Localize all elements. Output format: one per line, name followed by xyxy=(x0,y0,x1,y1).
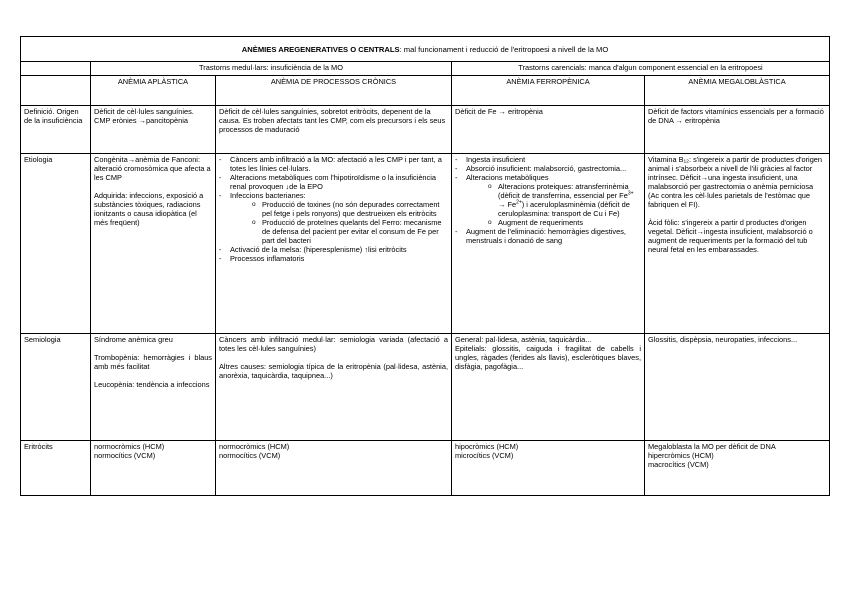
eritrocits-ferro-1: hipocròmics (HCM) xyxy=(455,442,519,451)
eritrocits-cronics-2: normocítics (VCM) xyxy=(219,451,281,460)
column-header-aplastica: ANÈMIA APLÀSTICA xyxy=(91,76,216,106)
list-item: - Processos inflamatoris xyxy=(219,254,448,263)
etiologia-aplastica-adquirida: Adquirida: infeccions, exposició a substàncies tòxiques, radiacions ionitzants o causa idiopàtica (el més freqüent) xyxy=(94,191,204,227)
semiologia-aplastica-1: Síndrome anèmica greu xyxy=(94,335,173,344)
eritrocits-aplastica-1: normocròmics (HCM) xyxy=(94,442,165,451)
etiologia-mega-folic: Àcid fòlic: s'ingereix a partir d productes d'origen vegetal. Dèficit→ingesta insuficient, malabsorció o augment de requeriments per la formació del tub neural fetal en les embarassades. xyxy=(648,218,813,254)
group-medullar: Trastorns medul·lars: insuficiència de la MO xyxy=(91,62,452,76)
eritrocits-mega-1: Megaloblasta la MO per dèficit de DNA xyxy=(648,442,776,451)
superscript: 3+ xyxy=(627,190,634,197)
group-empty-cell xyxy=(21,62,91,76)
row-label-eritrocits: Eritròcits xyxy=(21,441,91,496)
cell-eritrocits-ferropenica xyxy=(452,441,645,496)
cell-definicio-aplastica: Dèficit de cèl·lules sanguínies. CMP erònies →pancitopènia xyxy=(91,106,216,154)
list-item-label: Alteracions metabòliques xyxy=(466,173,549,182)
table-row-eritrocits xyxy=(21,441,830,496)
eritrocits-ferro-2: microcítics (VCM) xyxy=(455,451,514,460)
cell-semiologia-cronics xyxy=(216,334,452,441)
cell-eritrocits-megaloblastica xyxy=(645,441,830,496)
semiologia-cronics-2: Altres causes: semiologia típica de la eritropènia (pal·lidesa, astènia, anorèxia, taquicàrdia, taquipnea...) xyxy=(219,362,448,380)
cell-etiologia-megaloblastica xyxy=(645,154,830,334)
title-rest: : mal funcionament i reducció de l'eritropoesi a nivell de la MO xyxy=(399,44,609,54)
cell-semiologia-megaloblastica xyxy=(645,334,830,441)
list-item: - Augment de l'eliminació: hemorràgies digestives, menstruals i donació de sang xyxy=(455,227,641,245)
semiologia-aplastica-2: Trombopènia: hemorràgies i blaus amb més facilitat xyxy=(94,353,212,371)
eritrocits-mega-2: hipercròmics (HCM) xyxy=(648,451,714,460)
list-item xyxy=(219,191,448,245)
column-header-cronics: ANÈMIA DE PROCESSOS CRÒNICS xyxy=(216,76,452,106)
list-item: - Ingesta insuficient xyxy=(455,155,641,164)
column-header-megaloblastica: ANÈMIA MEGALOBLÀSTICA xyxy=(645,76,830,106)
cell-etiologia-ferropenica xyxy=(452,154,645,334)
eritrocits-mega-3: macrocítics (VCM) xyxy=(648,460,709,469)
list-item xyxy=(488,182,641,218)
etiologia-mega-b12: Vitamina B₁₂: s'ingereix a partir de productes d'origen animal i s'absorbeix a nivell de l'ili gràcies al factor intrínsec. Dèficit→una ingesta insuficient, una malabsorció per gastrectomia o anèmia perniciosa (Ac contra les cèl·lules parietals de l'estòmac que fabriquen el FI). xyxy=(648,155,823,209)
superscript: 2+ xyxy=(516,199,522,206)
list-item: - Alteracions metabòliques com l'hipotiroïdisme o la insuficiència renal provoquen ↓de la EPO xyxy=(219,173,448,191)
list-item xyxy=(455,173,641,227)
text-part: → Fe xyxy=(498,200,517,209)
cell-etiologia-cronics xyxy=(216,154,452,334)
title-bold: ANÈMIES AREGENERATIVES O CENTRALS xyxy=(241,44,400,54)
semiologia-aplastica-3: Leucopènia: tendència a infeccions xyxy=(94,380,210,389)
table-row-etiologia xyxy=(21,154,830,334)
cell-definicio-ferropenica: Dèficit de Fe → eritropènia xyxy=(452,106,645,154)
header-empty-cell xyxy=(21,76,91,106)
cell-semiologia-aplastica xyxy=(91,334,216,441)
list-item: - Càncers amb infiltració a la MO: afectació a les CMP i per tant, a totes les línies cel·lulars. xyxy=(219,155,448,173)
row-label-definicio: Definició. Origen de la insuficiència xyxy=(21,106,91,154)
list-item: - Absorció insuficient: malabsorció, gastrectomia... xyxy=(455,164,641,173)
cell-eritrocits-aplastica xyxy=(91,441,216,496)
cell-eritrocits-cronics xyxy=(216,441,452,496)
list-item: o Producció de proteïnes quelants del Ferro: mecanisme de defensa del pacient per evitar el consum de Fe per part del bacteri xyxy=(252,218,448,245)
semiologia-ferro-2: Epitelials: glossitis, caiguda i fragilitat de cabells i ungles, ràgades (ferides als llavis), escleròtiques blaves, disfàgia, pagofàgia... xyxy=(455,344,641,371)
group-carencial: Trastorns carencials: manca d'algun component essencial en la eritropoesi xyxy=(452,62,830,76)
text-part: ) i aceruloplasminèmia (dèficit de ceruloplasmina: transport de Cu i Fe) xyxy=(498,200,630,218)
cell-etiologia-aplastica xyxy=(91,154,216,334)
semiologia-ferro-1: General: pal·lidesa, astènia, taquicàrdia... xyxy=(455,335,592,344)
list-item: - Activació de la melsa: (hiperesplenisme) ↑lisi eritròcits xyxy=(219,245,448,254)
table-row-definicio xyxy=(21,106,830,154)
list-item: o Augment de requeriments xyxy=(488,218,641,227)
etiologia-aplastica-congenita: Congènita→anèmia de Fanconi: alteració cromosòmica que afecta a les CMP xyxy=(94,155,211,182)
list-item: o Producció de toxines (no són depurades correctament pel fetge i pels ronyons) que destrueixen els eritròcits xyxy=(252,200,448,218)
anemia-table xyxy=(20,36,830,496)
eritrocits-cronics-1: normocròmics (HCM) xyxy=(219,442,290,451)
list-item-label: Infeccions bacterianes: xyxy=(230,191,306,200)
row-label-etiologia: Etiologia xyxy=(21,154,91,334)
row-label-semiologia: Semiologia xyxy=(21,334,91,441)
table-title xyxy=(21,37,830,62)
table-row-semiologia xyxy=(21,334,830,441)
eritrocits-aplastica-2: normocítics (VCM) xyxy=(94,451,156,460)
cell-semiologia-ferropenica xyxy=(452,334,645,441)
text-part: Alteracions proteiques: atransferrinèmia (dèficit de transferrina, essencial per Fe xyxy=(498,182,629,200)
semiologia-mega-1: Glossitis, dispèpsia, neuropaties, infeccions... xyxy=(648,335,798,344)
cell-definicio-cronics: Dèficit de cèl·lules sanguínies, sobretot eritròcits, depenent de la causa. Es troben afectats tant les CMP, com els precursors i els seus processos de maduració xyxy=(216,106,452,154)
cell-definicio-megaloblastica: Dèficit de factors vitamínics essencials per a formació de DNA → eritropènia xyxy=(645,106,830,154)
column-header-ferropenica: ANÈMIA FERROPÈNICA xyxy=(452,76,645,106)
semiologia-cronics-1: Càncers amb infiltració medul·lar: semiologia variada (afectació a totes les cèl·lules sanguínies) xyxy=(219,335,448,353)
